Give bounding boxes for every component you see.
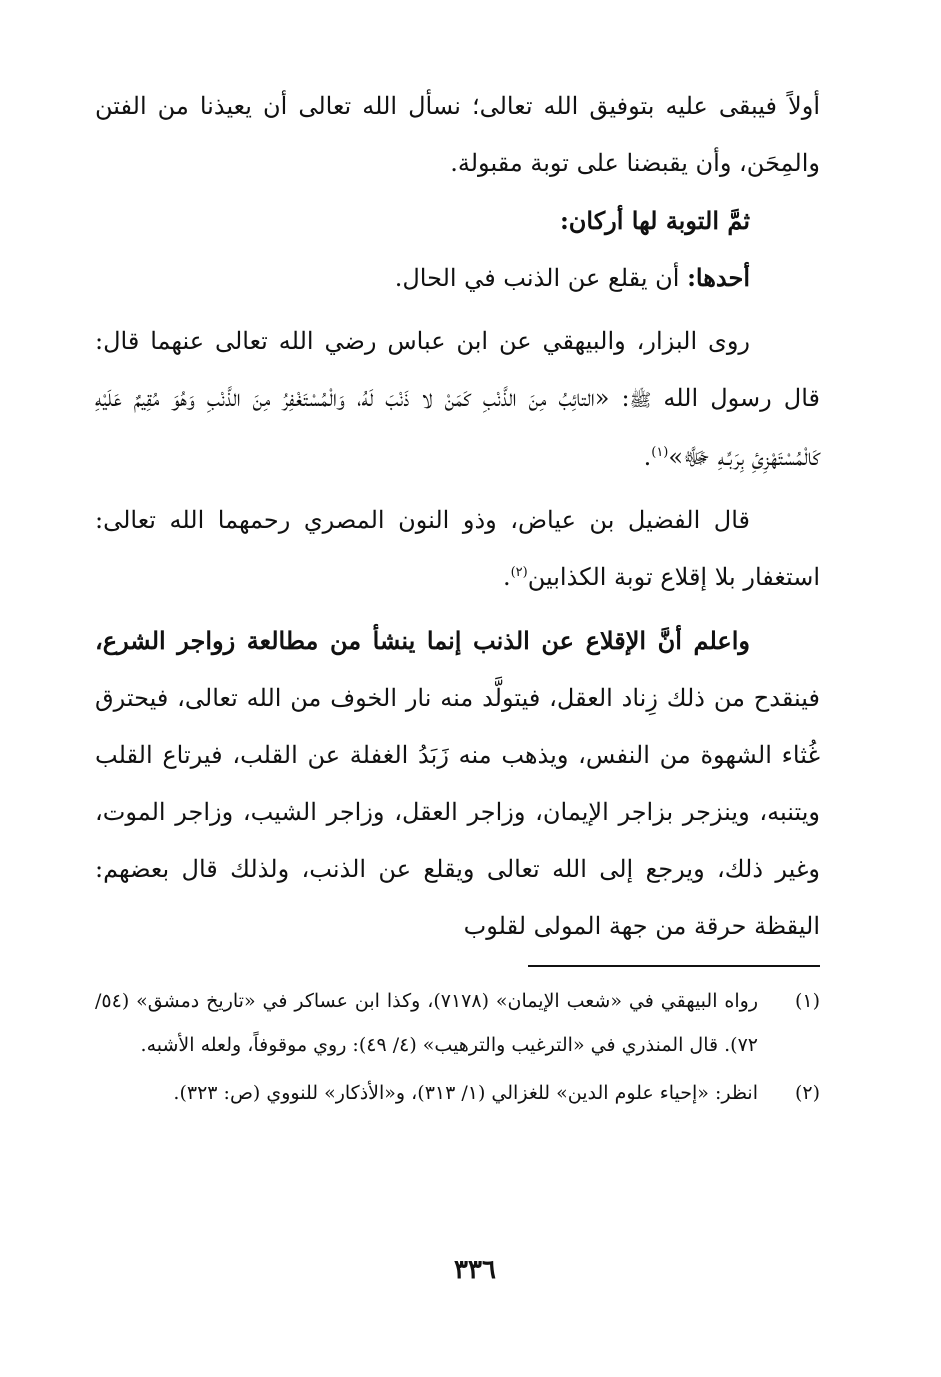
paragraph-first-pillar [95, 249, 820, 307]
hadith-intro: روى البزار، والبيهقي عن ابن عباس رضي الله تعالى عنهما قال: [95, 327, 750, 355]
know-text: فينقدح من ذلك زِناد العقل، فيتولَّد منه نار الخوف من الله تعالى، فيحترق غُثاء الشهوة من النفس، ويذهب منه زَبَدُ الغفلة عن القلب، فيرتاع القلب ويتنبه، وينزجر بزاجر الإيمان، وزاجر العقل، وزاجر الشيب، وزاجر الموت، وغير ذلك، ويرجع إلى الله تعالى ويقلع عن الذنب، ولذلك قال بعضهم: اليقظة حرقة من جهة المولى لقلوب [95, 684, 820, 940]
footnote-1-number: (١) [794, 990, 820, 1012]
paragraph-opening [95, 78, 820, 192]
first-pillar-text: أن يقلع عن الذنب في الحال. [394, 264, 680, 292]
know-heading: واعلم أنَّ الإقلاع عن الذنب إنما ينشأ من مطالعة زواجر الشرع، [95, 626, 750, 655]
page-number: ٣٣٦ [454, 1255, 496, 1285]
hadith-lead: قال رسول الله [663, 384, 820, 412]
footnote-divider [528, 965, 820, 967]
paragraph-know [95, 612, 820, 955]
footnote-1 [95, 979, 820, 1067]
fudayl-text: قال الفضيل بن عياض، وذو النون المصري رحمهما الله تعالى: استغفار بلا إقلاع توبة الكذابين [95, 506, 820, 591]
heading-pillars: ثمَّ التوبة لها أركان: [559, 206, 750, 235]
first-pillar-label: أحدها: [687, 263, 750, 292]
paragraph-hadith [95, 313, 820, 486]
paragraph-fudayl [95, 492, 820, 606]
footnote-1-text: رواه البيهقي في «شعب الإيمان» (٧١٧٨)، وكذا ابن عساكر في «تاريخ دمشق» (٥٤/ ٧٢). قال المنذري في «الترغيب والترهيب» (٤/ ٤٩): روي موقوفاً، ولعله الأشبه. [95, 990, 758, 1056]
fudayl-end: . [502, 563, 511, 591]
footnote-2 [95, 1071, 820, 1115]
footnote-2-number: (٢) [794, 1082, 820, 1104]
footnote-2-text: انظر: «إحياء علوم الدين» للغزالي (١/ ٣١٣)، و«الأذكار» للنووي (ص: ٣٢٣). [173, 1082, 758, 1104]
page-body [95, 78, 820, 1119]
footnote-ref-1: (١) [651, 445, 669, 460]
text-line: والمِحَن، وأن يقبضنا على توبة مقبولة. [450, 149, 820, 177]
text-line: أولاً فيبقى عليه بتوفيق الله تعالى؛ نسأل الله تعالى أن يعيذنا من الفتن [95, 92, 820, 120]
salutation-glyph: ﷺ [629, 390, 652, 411]
hadith-quote: : «التائِبُ مِنَ الذَّنْبِ كَمَنْ لا ذَنْبَ لَهُ، وَالْمُسْتَغْفِرُ مِنَ الذَّنْبِ وَهُوَ مُقِيمٌ عَلَيْهِ كَالْمُسْتَهْزِئِ بِرَبِّـهِ ﷻ» [95, 384, 820, 471]
footnote-ref-2: (٢) [510, 565, 528, 580]
hadith-end: . [643, 443, 652, 471]
